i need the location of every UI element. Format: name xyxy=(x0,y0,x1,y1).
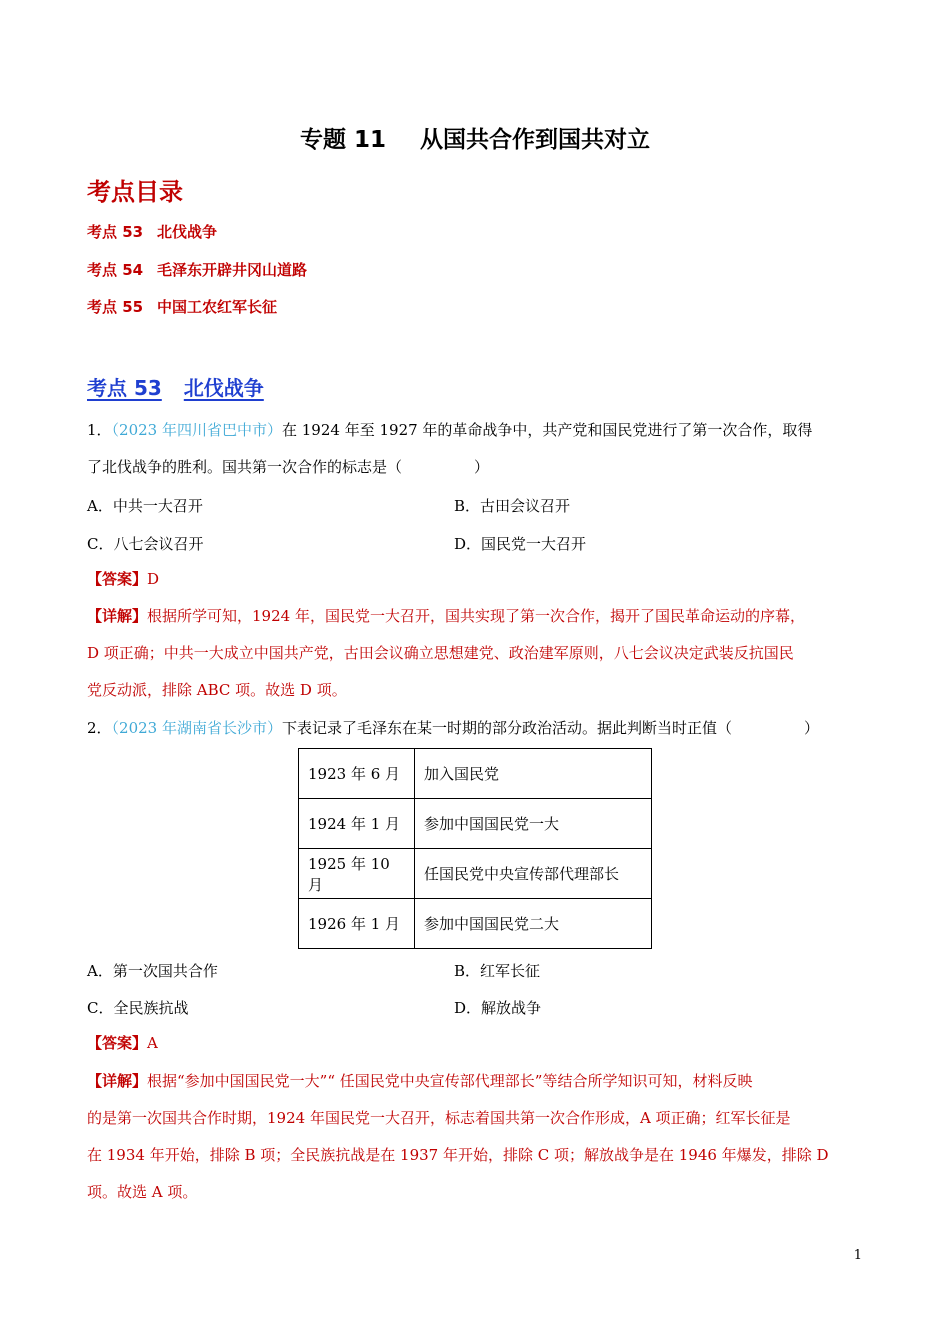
q1-answer-value: D xyxy=(147,570,160,588)
q2-option-c[interactable]: C．全民族抗战 xyxy=(87,999,189,1017)
q2-explanation xyxy=(87,1063,865,1211)
q1-option-b[interactable]: B．古田会议召开 xyxy=(454,497,571,515)
q1-stem-line1: 在 1924 年至 1927 年的革命战争中，共产党和国民党进行了第一次合作，取得 xyxy=(282,421,813,439)
toc-item[interactable] xyxy=(87,259,307,280)
q1-line2 xyxy=(87,449,865,486)
q1-line1 xyxy=(87,412,865,449)
topic-title: 从国共合作到国共对立 xyxy=(420,127,650,153)
q1-answer xyxy=(87,561,865,598)
q2-answer xyxy=(87,1025,865,1062)
q2-explain-tag: 【详解】 xyxy=(87,1072,148,1090)
activity-table xyxy=(298,748,652,949)
q2-option-b[interactable]: B．红军长征 xyxy=(454,962,541,980)
table-cell-event: 任国民党中央宣传部代理部长 xyxy=(415,849,652,899)
toc-item-code: 考点 54 xyxy=(87,261,144,279)
table-cell-event: 参加中国国民党一大 xyxy=(415,799,652,849)
table-cell-date: 1924 年 1 月 xyxy=(299,799,415,849)
toc-item-label: 中国工农红军长征 xyxy=(157,298,278,316)
q1-option-a[interactable]: A．中共一大召开 xyxy=(87,497,203,515)
page-number: 1 xyxy=(853,1248,862,1263)
q2-explain-line3: 在 1934 年开始，排除 B 项；全民族抗战是在 1937 年开始，排除 C 项；解放战争是在 1946 年爆发，排除 D xyxy=(87,1146,829,1164)
q2-source: （2023 年湖南省长沙市） xyxy=(111,719,282,737)
q1-explain-tag: 【详解】 xyxy=(87,607,148,625)
q2-stem-close: ） xyxy=(804,719,820,737)
table-cell-date: 1926 年 1 月 xyxy=(299,899,415,949)
section-heading[interactable] xyxy=(87,372,264,401)
toc-item[interactable] xyxy=(87,296,277,317)
q2-explain-line4: 项。故选 A 项。 xyxy=(87,1183,198,1201)
q1-answer-tag: 【答案】 xyxy=(87,570,148,588)
q1-stem-close: ） xyxy=(474,458,490,476)
q1-option-c[interactable]: C．八七会议召开 xyxy=(87,535,204,553)
q1-explanation xyxy=(87,598,865,709)
q2-answer-value: A xyxy=(147,1034,158,1052)
q1-source: （2023 年四川省巴中市） xyxy=(111,421,282,439)
q2-explain-line2: 的是第一次国共合作时期，1924 年国民党一大召开，标志着国共第一次合作形成，A 项正确；红军长征是 xyxy=(87,1109,791,1127)
q1-option-d[interactable]: D．国民党一大召开 xyxy=(454,535,587,553)
toc-item-code: 考点 53 xyxy=(87,223,144,241)
q2-number: 2． xyxy=(87,719,112,737)
toc-item-code: 考点 55 xyxy=(87,298,144,316)
toc-item-label: 毛泽东开辟井冈山道路 xyxy=(157,261,308,279)
table-row xyxy=(299,849,652,899)
q2-option-a[interactable]: A．第一次国共合作 xyxy=(87,962,218,980)
toc-item[interactable] xyxy=(87,221,217,242)
table-cell-event: 加入国民党 xyxy=(415,749,652,799)
q1-explain-line1: 根据所学可知，1924 年，国民党一大召开，国共实现了第一次合作，揭开了国民革命运动的序幕， xyxy=(147,607,805,625)
table-cell-date: 1923 年 6 月 xyxy=(299,749,415,799)
q1-number: 1． xyxy=(87,421,112,439)
table-cell-event: 参加中国国民党二大 xyxy=(415,899,652,949)
page-title xyxy=(0,121,950,154)
toc-item-label: 北伐战争 xyxy=(157,223,218,241)
q1-explain-line3: 党反动派，排除 ABC 项。故选 D 项。 xyxy=(87,681,347,699)
table-row xyxy=(299,799,652,849)
q2-answer-tag: 【答案】 xyxy=(87,1034,148,1052)
question-1-stem xyxy=(87,412,865,486)
table-row xyxy=(299,749,652,799)
section-title: 北伐战争 xyxy=(183,376,264,400)
section-code: 考点 53 xyxy=(87,376,162,400)
q1-explain-line2: D 项正确；中共一大成立中国共产党，古田会议确立思想建党、政治建军原则，八七会议决定武装反抗国民 xyxy=(87,644,794,662)
q2-option-d[interactable]: D．解放战争 xyxy=(454,999,542,1017)
q1-stem-line2: 了北伐战争的胜利。国共第一次合作的标志是（ xyxy=(87,458,403,476)
toc-heading: 考点目录 xyxy=(87,178,183,206)
table-cell-date: 1925 年 10 月 xyxy=(299,849,415,899)
question-2-stem xyxy=(87,710,865,747)
q2-stem: 下表记录了毛泽东在某一时期的部分政治活动。据此判断当时正值（ xyxy=(282,719,733,737)
table-row xyxy=(299,899,652,949)
topic-number: 专题 11 xyxy=(299,127,386,153)
q2-explain-line1: 根据“参加中国国民党一大”“ 任国民党中央宣传部代理部长”等结合所学知识可知，材料反映 xyxy=(147,1072,753,1090)
